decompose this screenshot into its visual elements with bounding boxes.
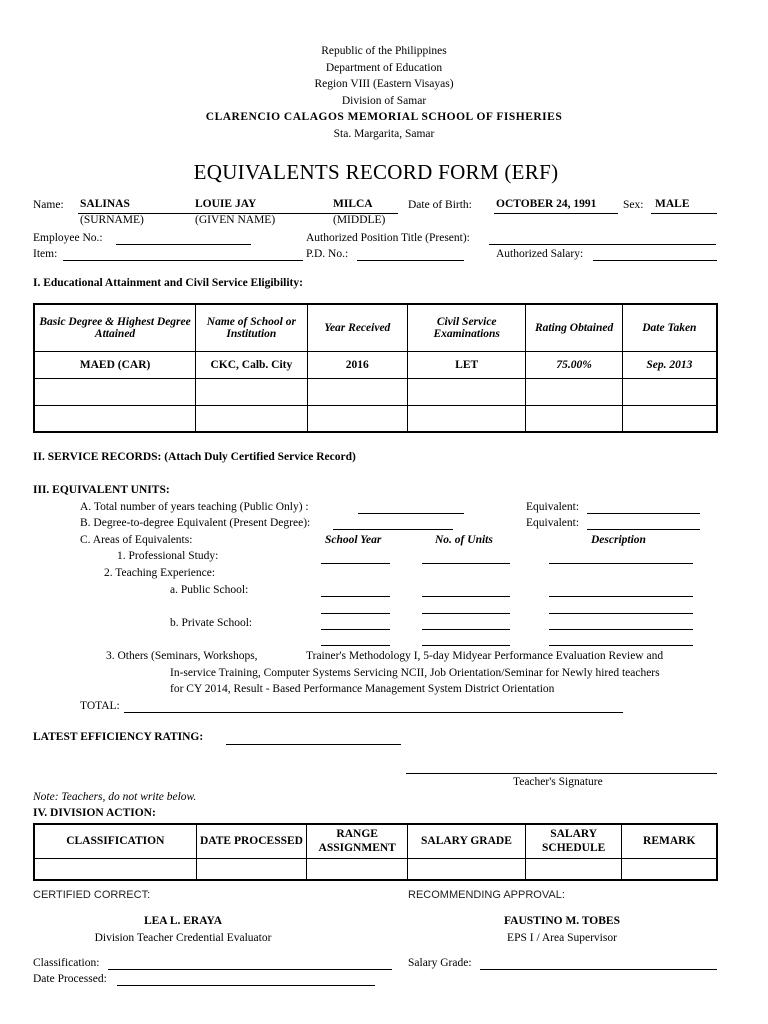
col-remark: REMARK [622,824,717,858]
given-name-caption: (GIVEN NAME) [195,214,276,226]
empty-cell[interactable] [622,858,717,880]
empty-cell[interactable] [526,405,622,432]
authorized-salary-field[interactable] [593,260,717,261]
col-no-of-units: No. of Units [435,534,493,546]
sex-value: MALE [655,198,690,210]
dob-value: OCTOBER 24, 1991 [496,198,597,210]
fill-line[interactable] [549,596,693,597]
empty-cell[interactable] [407,405,526,432]
position-title-label: Authorized Position Title (Present): [306,232,470,244]
empty-cell[interactable] [196,405,307,432]
employee-no-field[interactable] [116,244,251,245]
surname-value: SALINAS [80,198,130,210]
fill-line[interactable] [321,629,390,630]
fill-line[interactable] [321,596,390,597]
degree-equivalent-label: B. Degree-to-degree Equivalent (Present Degree): [80,517,311,529]
empty-cell[interactable] [34,858,196,880]
private-school-label: b. Private School: [170,617,253,629]
cell-exam: LET [407,351,526,378]
header-line-department: Department of Education [325,61,443,74]
section-2-heading: II. SERVICE RECORDS: (Attach Duly Certified Service Record) [33,451,356,463]
division-action-table [33,823,718,881]
fill-line[interactable] [422,645,510,646]
empty-cell[interactable] [307,858,408,880]
signer-2-title: EPS I / Area Supervisor [507,932,617,944]
efficiency-rating-field[interactable] [226,744,401,745]
middle-name-value: MILCA [333,198,373,210]
dob-label: Date of Birth: [408,199,472,211]
cell-year: 2016 [307,351,407,378]
col-salary-schedule: SALARY SCHEDULE [525,824,622,858]
col-range-assignment: RANGE ASSIGNMENT [307,824,408,858]
signer-2-name: FAUSTINO M. TOBES [504,915,620,927]
public-school-label: a. Public School: [170,584,249,596]
empty-cell[interactable] [408,858,526,880]
fill-line[interactable] [422,563,510,564]
fill-line[interactable] [321,613,390,614]
certified-correct-label: CERTIFIED CORRECT: [33,889,151,901]
school-address: Sta. Margarita, Samar [333,127,435,140]
others-description-line-1: Trainer's Methodology I, 5-day Midyear Performance Evaluation Review and [306,650,664,662]
equivalent-a-label: Equivalent: [526,501,580,513]
section-1-heading: I. Educational Attainment and Civil Service Eligibility: [33,277,303,289]
col-header-rating: Rating Obtained [526,304,622,351]
empty-cell[interactable] [526,378,622,405]
letterhead [0,43,768,142]
authorized-salary-label: Authorized Salary: [496,248,584,260]
others-description-line-2: In-service Training, Computer Systems Servicing NCII, Job Orientation/Seminar for Newly hired teachers [170,667,660,679]
empty-cell[interactable] [307,378,407,405]
empty-cell[interactable] [34,378,196,405]
cell-date: Sep. 2013 [622,351,717,378]
col-header-date: Date Taken [622,304,717,351]
classification-label: Classification: [33,957,100,969]
education-table [33,303,718,433]
col-description: Description [591,534,646,546]
professional-study-label: 1. Professional Study: [117,550,219,562]
empty-cell[interactable] [622,405,717,432]
equivalent-a-field[interactable] [587,513,700,514]
col-header-school: Name of School or Institution [196,304,307,351]
item-label: Item: [33,248,58,260]
cell-school: CKC, Calb. City [196,351,307,378]
equivalent-b-field[interactable] [587,529,700,530]
empty-cell[interactable] [307,405,407,432]
empty-cell[interactable] [196,858,307,880]
pd-no-field[interactable] [357,260,464,261]
fill-line[interactable] [321,563,390,564]
section-4-heading: IV. DIVISION ACTION: [33,807,156,819]
others-label: 3. Others (Seminars, Workshops, [106,650,258,662]
total-field[interactable] [124,712,623,713]
fill-line[interactable] [422,596,510,597]
col-date-processed: DATE PROCESSED [196,824,307,858]
col-classification: CLASSIFICATION [34,824,196,858]
fill-line[interactable] [549,563,693,564]
col-salary-grade: SALARY GRADE [408,824,526,858]
fill-line[interactable] [321,645,390,646]
name-label: Name: [33,199,64,211]
degree-equivalent-field[interactable] [333,529,453,530]
note-text: Note: Teachers, do not write below. [33,791,197,803]
table-row [34,405,717,432]
cell-rating: 75.00% [526,351,622,378]
cell-degree: MAED (CAR) [34,351,196,378]
date-processed-field[interactable] [117,985,375,986]
empty-cell[interactable] [525,858,622,880]
areas-of-equivalents-label: C. Areas of Equivalents: [80,534,193,546]
total-label: TOTAL: [80,700,120,712]
fill-line[interactable] [549,613,693,614]
division-action-header [34,824,717,858]
years-teaching-label: A. Total number of years teaching (Public Only) : [80,501,309,513]
salary-grade-label: Salary Grade: [408,957,472,969]
recommending-approval-label: RECOMMENDING APPROVAL: [408,889,565,901]
date-processed-label: Date Processed: [33,973,107,985]
signer-1-name: LEA L. ERAYA [143,915,223,927]
table-row [34,858,717,880]
table-row [34,351,717,378]
teaching-experience-label: 2. Teaching Experience: [104,567,216,579]
form-title: EQUIVALENTS RECORD FORM (ERF) [193,160,559,184]
dob-underline [494,213,618,214]
given-name-value: LOUIE JAY [195,198,257,210]
surname-caption: (SURNAME) [80,214,144,226]
fill-line[interactable] [422,613,510,614]
header-line-region: Region VIII (Eastern Visayas) [314,78,454,90]
col-header-degree: Basic Degree & Highest Degree Attained [34,304,196,351]
item-field[interactable] [63,260,303,261]
position-title-field[interactable] [489,244,716,245]
fill-line[interactable] [549,629,693,630]
fill-line[interactable] [422,629,510,630]
sex-label: Sex: [623,199,644,211]
empty-cell[interactable] [196,378,307,405]
classification-field[interactable] [108,969,392,970]
section-3-heading: III. EQUIVALENT UNITS: [33,484,170,496]
years-teaching-field[interactable] [358,513,464,514]
col-school-year: School Year [325,534,382,546]
col-header-year: Year Received [307,304,407,351]
equivalent-b-label: Equivalent: [526,517,580,529]
col-header-exam: Civil Service Examinations [407,304,526,351]
sex-underline [651,213,717,214]
employee-no-label: Employee No.: [33,232,103,244]
others-description-line-3: for CY 2014, Result - Based Performance Management System District Orientation [170,683,555,695]
pd-no-label: P.D. No.: [306,248,349,260]
empty-cell[interactable] [407,378,526,405]
efficiency-rating-label: LATEST EFFICIENCY RATING: [33,731,204,743]
signature-caption: Teacher's Signature [513,776,603,788]
middle-name-caption: (MIDDLE) [333,214,386,226]
table-row [34,378,717,405]
fill-line[interactable] [549,645,693,646]
salary-grade-field[interactable] [480,969,717,970]
header-line-country: Republic of the Philippines [321,45,447,57]
signature-line[interactable] [406,773,717,774]
header-line-division: Division of Samar [341,94,427,107]
empty-cell[interactable] [34,405,196,432]
education-table-header [34,304,717,351]
school-name: CLARENCIO CALAGOS MEMORIAL SCHOOL OF FISHERIES [205,111,563,123]
empty-cell[interactable] [622,378,717,405]
signer-1-title: Division Teacher Credential Evaluator [94,932,272,944]
